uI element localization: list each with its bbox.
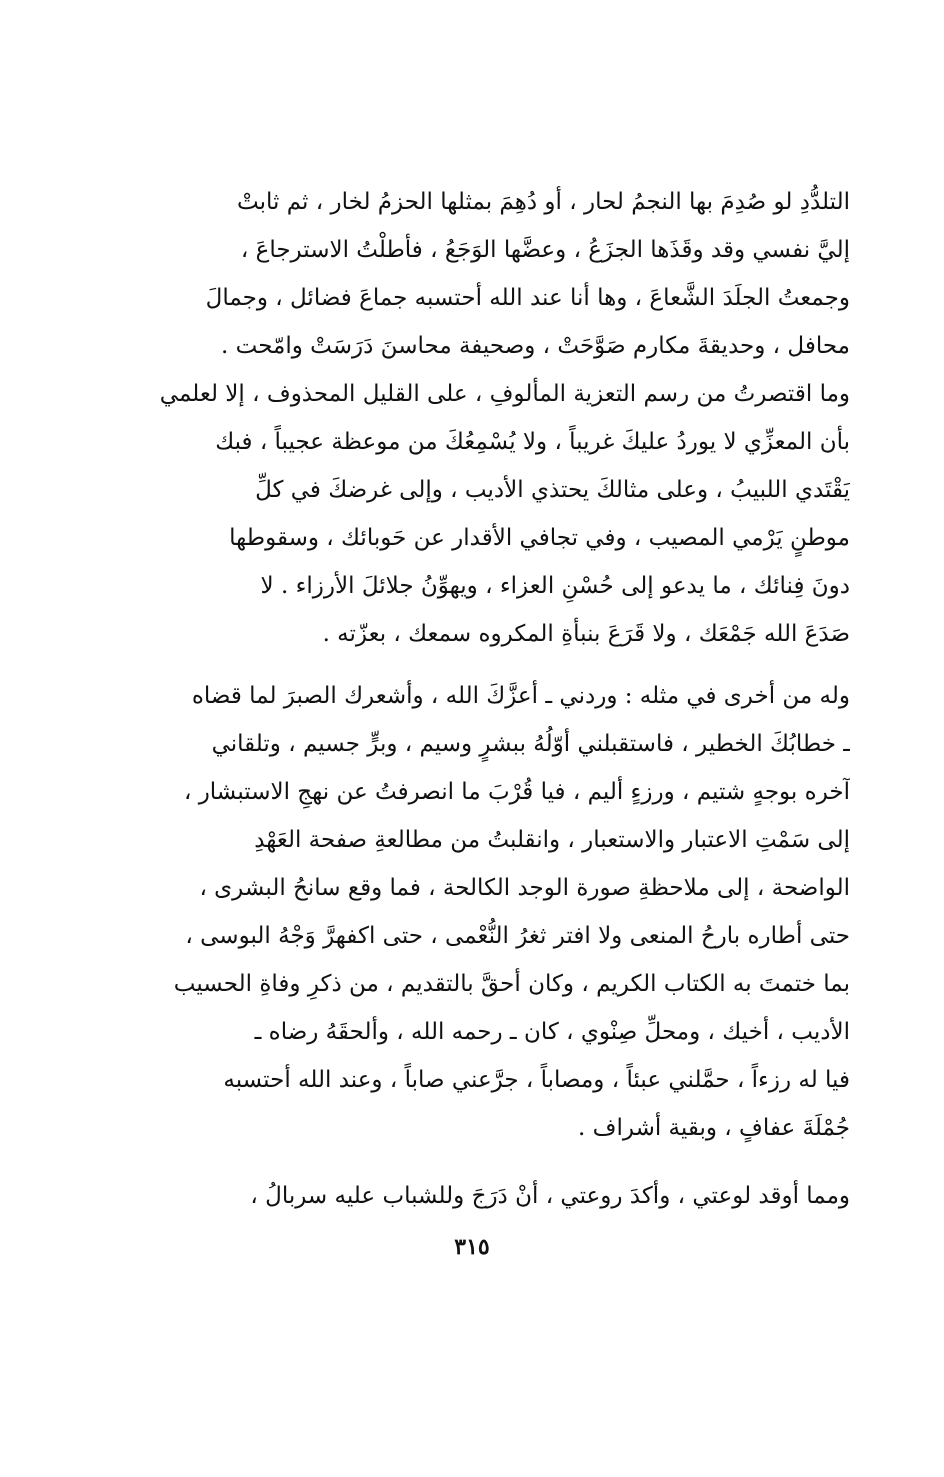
text-line: إليَّ نفسي وقد وقَذَها الجزَعُ ، وعضَّها الوَجَعُ ، فأطلْتُ الاسترجاعَ ، <box>240 237 850 263</box>
text-line: بأن المعزِّي لا يوردُ عليكَ غريباً ، ولا يُسْمِعُكَ من موعظة عجيباً ، فبك <box>215 429 850 455</box>
text-line: آخره بوجهٍ شتيم ، ورزءٍ أليم ، فيا قُرْبَ ما انصرفتُ عن نهجِ الاستبشار ، <box>183 779 850 805</box>
paragraph-3 <box>150 1172 850 1220</box>
text-line: ومما أوقد لوعتي ، وأكدَ روعتي ، أنْ دَرَجَ وللشباب عليه سربالُ ، <box>250 1183 850 1209</box>
text-line: وجمعتُ الجلَدَ الشَّعاعَ ، وها أنا عند الله أحتسبه جماعَ فضائل ، وجمالَ <box>205 285 850 311</box>
text-line: فيا له رزءاً ، حمَّلني عبئاً ، ومصاباً ، جرَّعني صاباً ، وعند الله أحتسبه <box>223 1067 850 1093</box>
text-line: إلى سَمْتِ الاعتبار والاستعبار ، وانقلبتُ من مطالعةِ صفحة العَهْدِ <box>254 827 850 853</box>
text-line: صَدَعَ الله جَمْعَك ، ولا قَرَعَ بنبأةِ المكروه سمعك ، بعزّته . <box>322 621 850 647</box>
page-number: ٣١٥ <box>454 1234 490 1260</box>
text-line: الأديب ، أخيك ، ومحلِّ صِنْوي ، كان ـ رحمه الله ، وألحقَهُ رضاه ـ <box>254 1019 850 1045</box>
text-line: موطنٍ يَرْمي المصيب ، وفي تجافي الأقدار عن حَوبائك ، وسقوطها <box>229 525 850 551</box>
paragraph-1 <box>150 178 850 658</box>
text-line: وما اقتصرتُ من رسم التعزية المألوفِ ، على القليل المحذوف ، إلا لعلمي <box>159 381 850 407</box>
text-line: بما ختمتَ به الكتاب الكريم ، وكان أحقَّ بالتقديم ، من ذكرِ وفاةِ الحسيب <box>173 971 850 997</box>
paragraph-2 <box>150 672 850 1152</box>
text-line: دونَ فِنائك ، ما يدعو إلى حُسْنِ العزاء ، ويهوِّنُ جلائلَ الأرزاء . لا <box>260 573 850 599</box>
text-line: الواضحة ، إلى ملاحظةِ صورة الوجد الكالحة ، فما وقع سانحُ البشرى ، <box>199 875 850 901</box>
text-line: التلدُّدِ لو صُدِمَ بها النجمُ لحار ، أو دُهِمَ بمثلها الحزمُ لخار ، ثم ثابتْ <box>237 189 850 215</box>
text-line: محافل ، وحديقةَ مكارم صَوَّحَتْ ، وصحيفة محاسنَ دَرَسَتْ وامّحت . <box>220 333 850 359</box>
text-line: وله من أخرى في مثله : وردني ـ أعزَّكَ الله ، وأشعرك الصبرَ لما قضاه <box>191 683 850 709</box>
text-line: يَقْتَدي اللبيبُ ، وعلى مثالكَ يحتذي الأديب ، وإلى غرضكَ في كلِّ <box>255 477 850 503</box>
text-line: حتى أطاره بارحُ المنعى ولا افتر ثغرُ النُّعْمى ، حتى اكفهرَّ وَجْهُ البوسى ، <box>185 923 850 949</box>
text-line: جُمْلَةَ عفافٍ ، وبقية أشراف . <box>578 1115 850 1141</box>
text-line: ـ خطابُكَ الخطير ، فاستقبلني أوّلُهُ ببشرٍ وسيم ، وبرٍّ جسيم ، وتلقاني <box>211 731 850 757</box>
